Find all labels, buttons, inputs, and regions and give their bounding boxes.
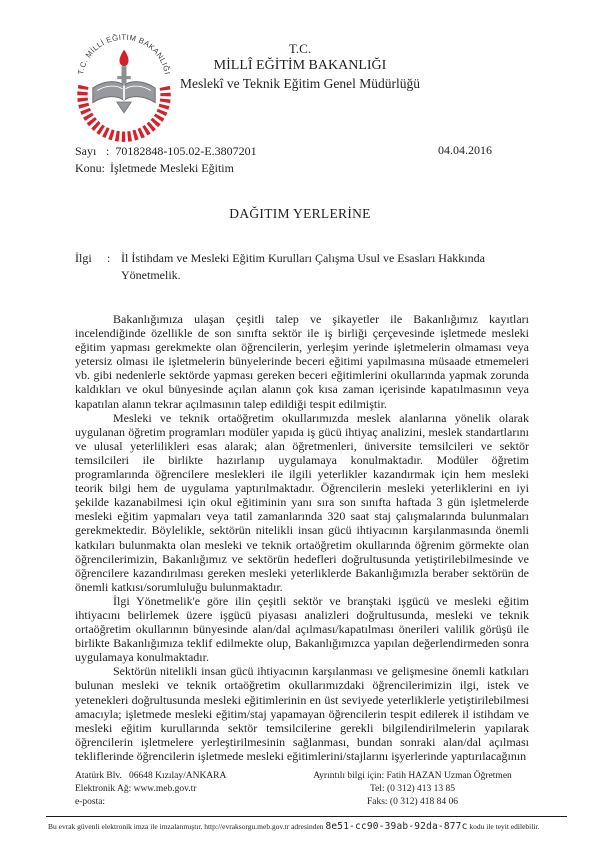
footer-address-line: e-posta: (75, 797, 106, 807)
footer-contact-block (295, 770, 530, 809)
recipient-line: DAĞITIM YERLERİNE (229, 206, 371, 221)
sayi-value: 70182848-105.02-E.3807201 (115, 144, 257, 158)
document-date: 04.04.2016 (438, 143, 492, 157)
body-paragraph: Bakanlığımıza ulaşan çeşitli talep ve şikayetler ile Bakanlığımız kayıtları incelendiğinde özellikle de son sınıfta sektör ile iş birliği çerçevesinde işletmede mesleki eğitim yapması gerekmekte olan öğrencilerin, yerleşim yerinde işletmelerin olmaması veya yetersiz olması ile işletmelerin bünyelerinde beceri eğitimi yapılmasına müsaade etmemeleri vb. gibi nedenlerle sektörde yapması gereken beceri eğitimlerini okullarında yapmak zorunda kaldıkları ve okul bünyesinde açılan alanın çok kısa zaman içerisinde kapatılmasının veya kapatılan alanın tekrar açılmasının talep edildiği tespit edilmiştir. (75, 312, 529, 411)
reference-label: İlgi (75, 251, 92, 265)
konu-label: Konu: (75, 161, 105, 175)
letterhead-tc: T.C. (288, 41, 312, 56)
body-paragraph: İlgi Yönetmelik'e göre ilin çeşitli sektör ve branştaki işgücü ve mesleki eğitim ihtiyacını belirlemek üzere işgücü piyasası analizleri doğrultusunda, mesleki ve teknik ortaöğretim okullarının bünyesinde alan/dal açılması/kapatılması önerileri valilik görüşü ile birlikte Bakanlığımıza teklif edilmekte olup, Bakanlığımızca yapılan değerlendirmeden sonra uygulamaya konulmaktadır. (75, 593, 529, 665)
letterhead (0, 40, 600, 93)
reference-colon: : (107, 251, 111, 265)
footer-contact-line: Faks: (0 312) 418 84 06 (366, 797, 459, 807)
reference-line: Yönetmelik. (121, 268, 181, 282)
reference-text (121, 250, 535, 284)
footer-divider (46, 816, 567, 817)
letter-body (75, 312, 529, 763)
reference-row (75, 250, 535, 284)
letterhead-ministry: MİLLÎ EĞİTİM BAKANLIĞI (213, 58, 387, 73)
body-paragraph: Mesleki ve teknik ortaöğretim okullarımızda meslek alanlarına yönelik olarak uygulanan öğretim programları modüler yapıda iş gücü ihtiyaç analizini, meslek standartlarını ve ulusal yeterlilikleri esas alarak; alan öğretmenleri, üniversite temsilcileri ve sektör temsilcileri ile birlikte hazırlanıp uygulamaya konulmaktadır. Modüler öğretim programlarında öğrencilere meslekleri ile ilgili yeterlikler kazandırmak için hem mesleki teorik bilgi hem de uygulama yaptırılmaktadır. Öğrencilerin mesleki yeterliklerini en iyi şekilde kazanabilmesi için okul eğitiminin yanı sıra son sınıfta haftada 3 gün işletmelerde mesleki eğitim yapmaları veya tatil zamanlarında 320 saat staj çalışmalarında bulunmaları gerekmektedir. Böylelikle, sektörün nitelikli insan gücü ihtiyacının karşılanmasında önemli katkıları bulunmakta olan mesleki ve teknik ortaöğretim okullarında öğrenim görmekte olan öğrencilerimizin, Bakanlığımız ve sektörün hedefleri doğrultusunda yetiştirilebilmesinde ve öğrencilere kazandırılması gereken mesleki yeterliklerde Bakanlığımızla beraber sektörün de önemli katkısı/sorumluluğu bulunmaktadır. (75, 410, 529, 594)
verification-code: 8e51-cc90-39ab-92da-877c (325, 821, 468, 832)
body-paragraph: Sektörün nitelikli insan gücü ihtiyacının karşılanması ve gelişmesine önemli katkıları bulunan mesleki ve teknik ortaöğretim okullarımızdaki öğrencilerimizin ilgi, istek ve yetenekleri doğrultusunda mesleki eğitimlerinin en üst seviyede yeterliklerle yetiştirilebilmesi amacıyla; işletmede mesleki eğitim/staj yapamayan öğrencilerin tespit edilerek il istihdam ve mesleki eğitim kurullarında sektör temsilcilerine gerekli bilgilendirilmelerin yapılarak öğrencilerin işletmelere yerleştirilmesinin sağlanması, bundan sonraki alan/dal açılması tekliflerinde öğrencilerin işletmede mesleki eğitimlerini/stajlarını işyerlerinde yaptırılacağının (75, 664, 529, 763)
letterhead-directorate: Meslekî ve Teknik Eğitim Genel Müdürlüğü (180, 76, 420, 91)
verification-prefix: Bu evrak güvenli elektronik imza ile imzalanmıştır. http://evraksorgu.meb.gov.tr adresinden (48, 822, 326, 831)
verification-suffix: kodu ile teyit edilebilir. (467, 822, 540, 831)
footer-address-block (75, 770, 226, 809)
reference-block (75, 250, 535, 284)
footer-contact-line: Ayrıntılı bilgi için: Fatih HAZAN Uzman Öğretmen (313, 771, 512, 781)
konu-row (75, 160, 535, 177)
footer-address-line: Atatürk Blv. 06648 Kızılay/ANKARA (75, 771, 227, 781)
footer-contact-line: Tel: (0 312) 413 13 85 (369, 784, 456, 794)
logo-arc-text: T.C. MİLLİ EĞİTİM BAKANLIĞI (76, 34, 172, 76)
sayi-colon: : (106, 144, 110, 158)
sayi-label: Sayı (75, 144, 97, 158)
logo-book-tail (117, 102, 132, 113)
reference-line: İl İstihdam ve Mesleki Eğitim Kurulları Çalışma Usul ve Esasları Hakkında (121, 251, 485, 265)
konu-value: İşletmede Mesleki Eğitim (110, 161, 234, 175)
footer-address-line: Elektronik Ağ: www.meb.gov.tr (75, 784, 197, 794)
verification-line (48, 821, 593, 832)
